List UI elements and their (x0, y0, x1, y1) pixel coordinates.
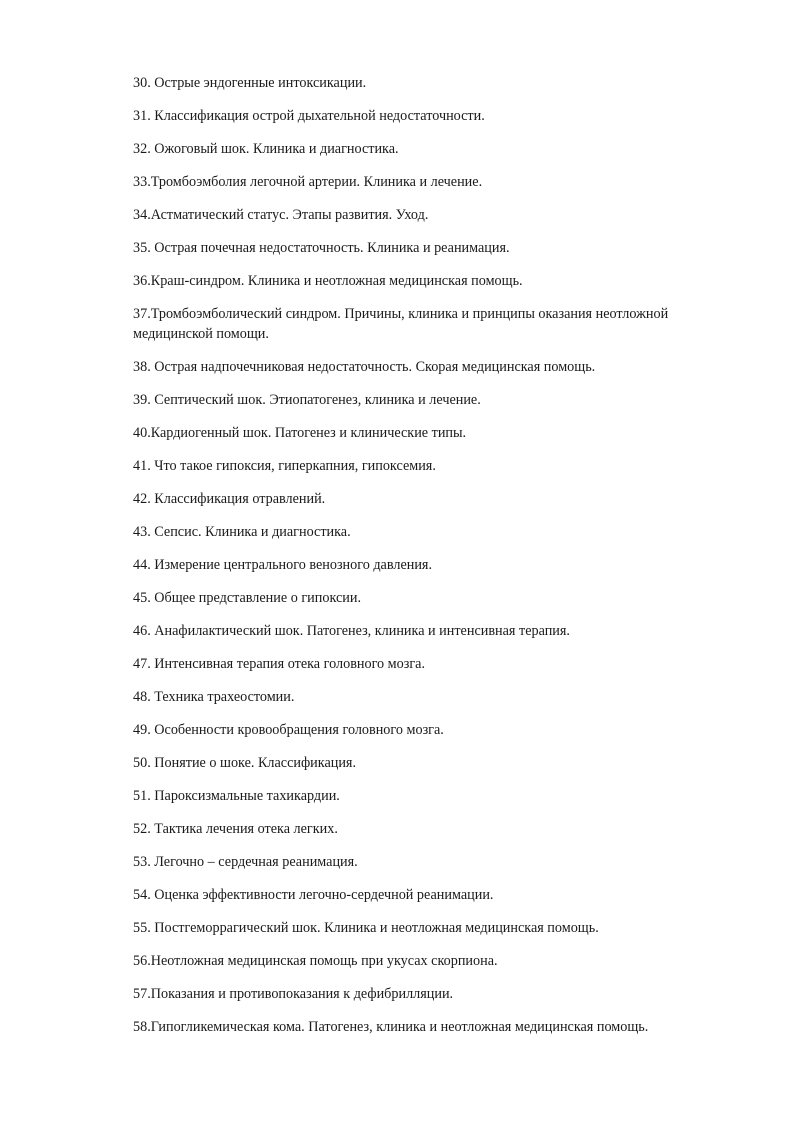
question-item: 36.Краш-синдром. Клиника и неотложная медицинская помощь. (133, 273, 523, 289)
question-item: 40.Кардиогенный шок. Патогенез и клинические типы. (133, 425, 467, 441)
question-item: 38. Острая надпочечниковая недостаточность. Скорая медицинская помощь. (133, 359, 596, 375)
question-item: 42. Классификация отравлений. (133, 491, 326, 507)
question-item: 51. Пароксизмальные тахикардии. (133, 788, 340, 804)
question-item: 34.Астматический статус. Этапы развития. Уход. (133, 207, 429, 223)
question-item: 49. Особенности кровообращения головного мозга. (133, 722, 444, 738)
question-item: 53. Легочно – сердечная реанимация. (133, 854, 358, 870)
question-item: 50. Понятие о шоке. Классификация. (133, 755, 357, 771)
question-item: 41. Что такое гипоксия, гиперкапния, гипоксемия. (133, 458, 436, 474)
question-item: 52. Тактика лечения отека легких. (133, 821, 338, 837)
question-item: 31. Классификация острой дыхательной недостаточности. (133, 108, 485, 124)
question-item: 46. Анафилактический шок. Патогенез, клиника и интенсивная терапия. (133, 623, 570, 639)
question-list (133, 73, 713, 1050)
question-item: 32. Ожоговый шок. Клиника и диагностика. (133, 141, 399, 157)
question-item: 54. Оценка эффективности легочно-сердечной реанимации. (133, 887, 494, 903)
question-item: 37.Тромбоэмболический синдром. Причины, клиника и принципы оказания неотложной медицинской помощи. (133, 306, 669, 342)
question-item: 55. Постгеморрагический шок. Клиника и неотложная медицинская помощь. (133, 920, 599, 936)
question-item: 45. Общее представление о гипоксии. (133, 590, 362, 606)
question-item: 48. Техника трахеостомии. (133, 689, 295, 705)
question-item: 33.Тромбоэмболия легочной артерии. Клиника и лечение. (133, 174, 483, 190)
question-item: 39. Септический шок. Этиопатогенез, клиника и лечение. (133, 392, 481, 408)
question-item: 43. Сепсис. Клиника и диагностика. (133, 524, 351, 540)
question-item: 56.Неотложная медицинская помощь при укусах скорпиона. (133, 953, 498, 969)
question-item: 47. Интенсивная терапия отека головного мозга. (133, 656, 426, 672)
question-item: 44. Измерение центрального венозного давления. (133, 557, 432, 573)
question-item: 35. Острая почечная недостаточность. Клиника и реанимация. (133, 240, 510, 256)
question-item: 57.Показания и противопоказания к дефибрилляции. (133, 986, 454, 1002)
question-item: 58.Гипогликемическая кома. Патогенез, клиника и неотложная медицинская помощь. (133, 1019, 649, 1035)
question-item: 30. Острые эндогенные интоксикации. (133, 75, 367, 91)
